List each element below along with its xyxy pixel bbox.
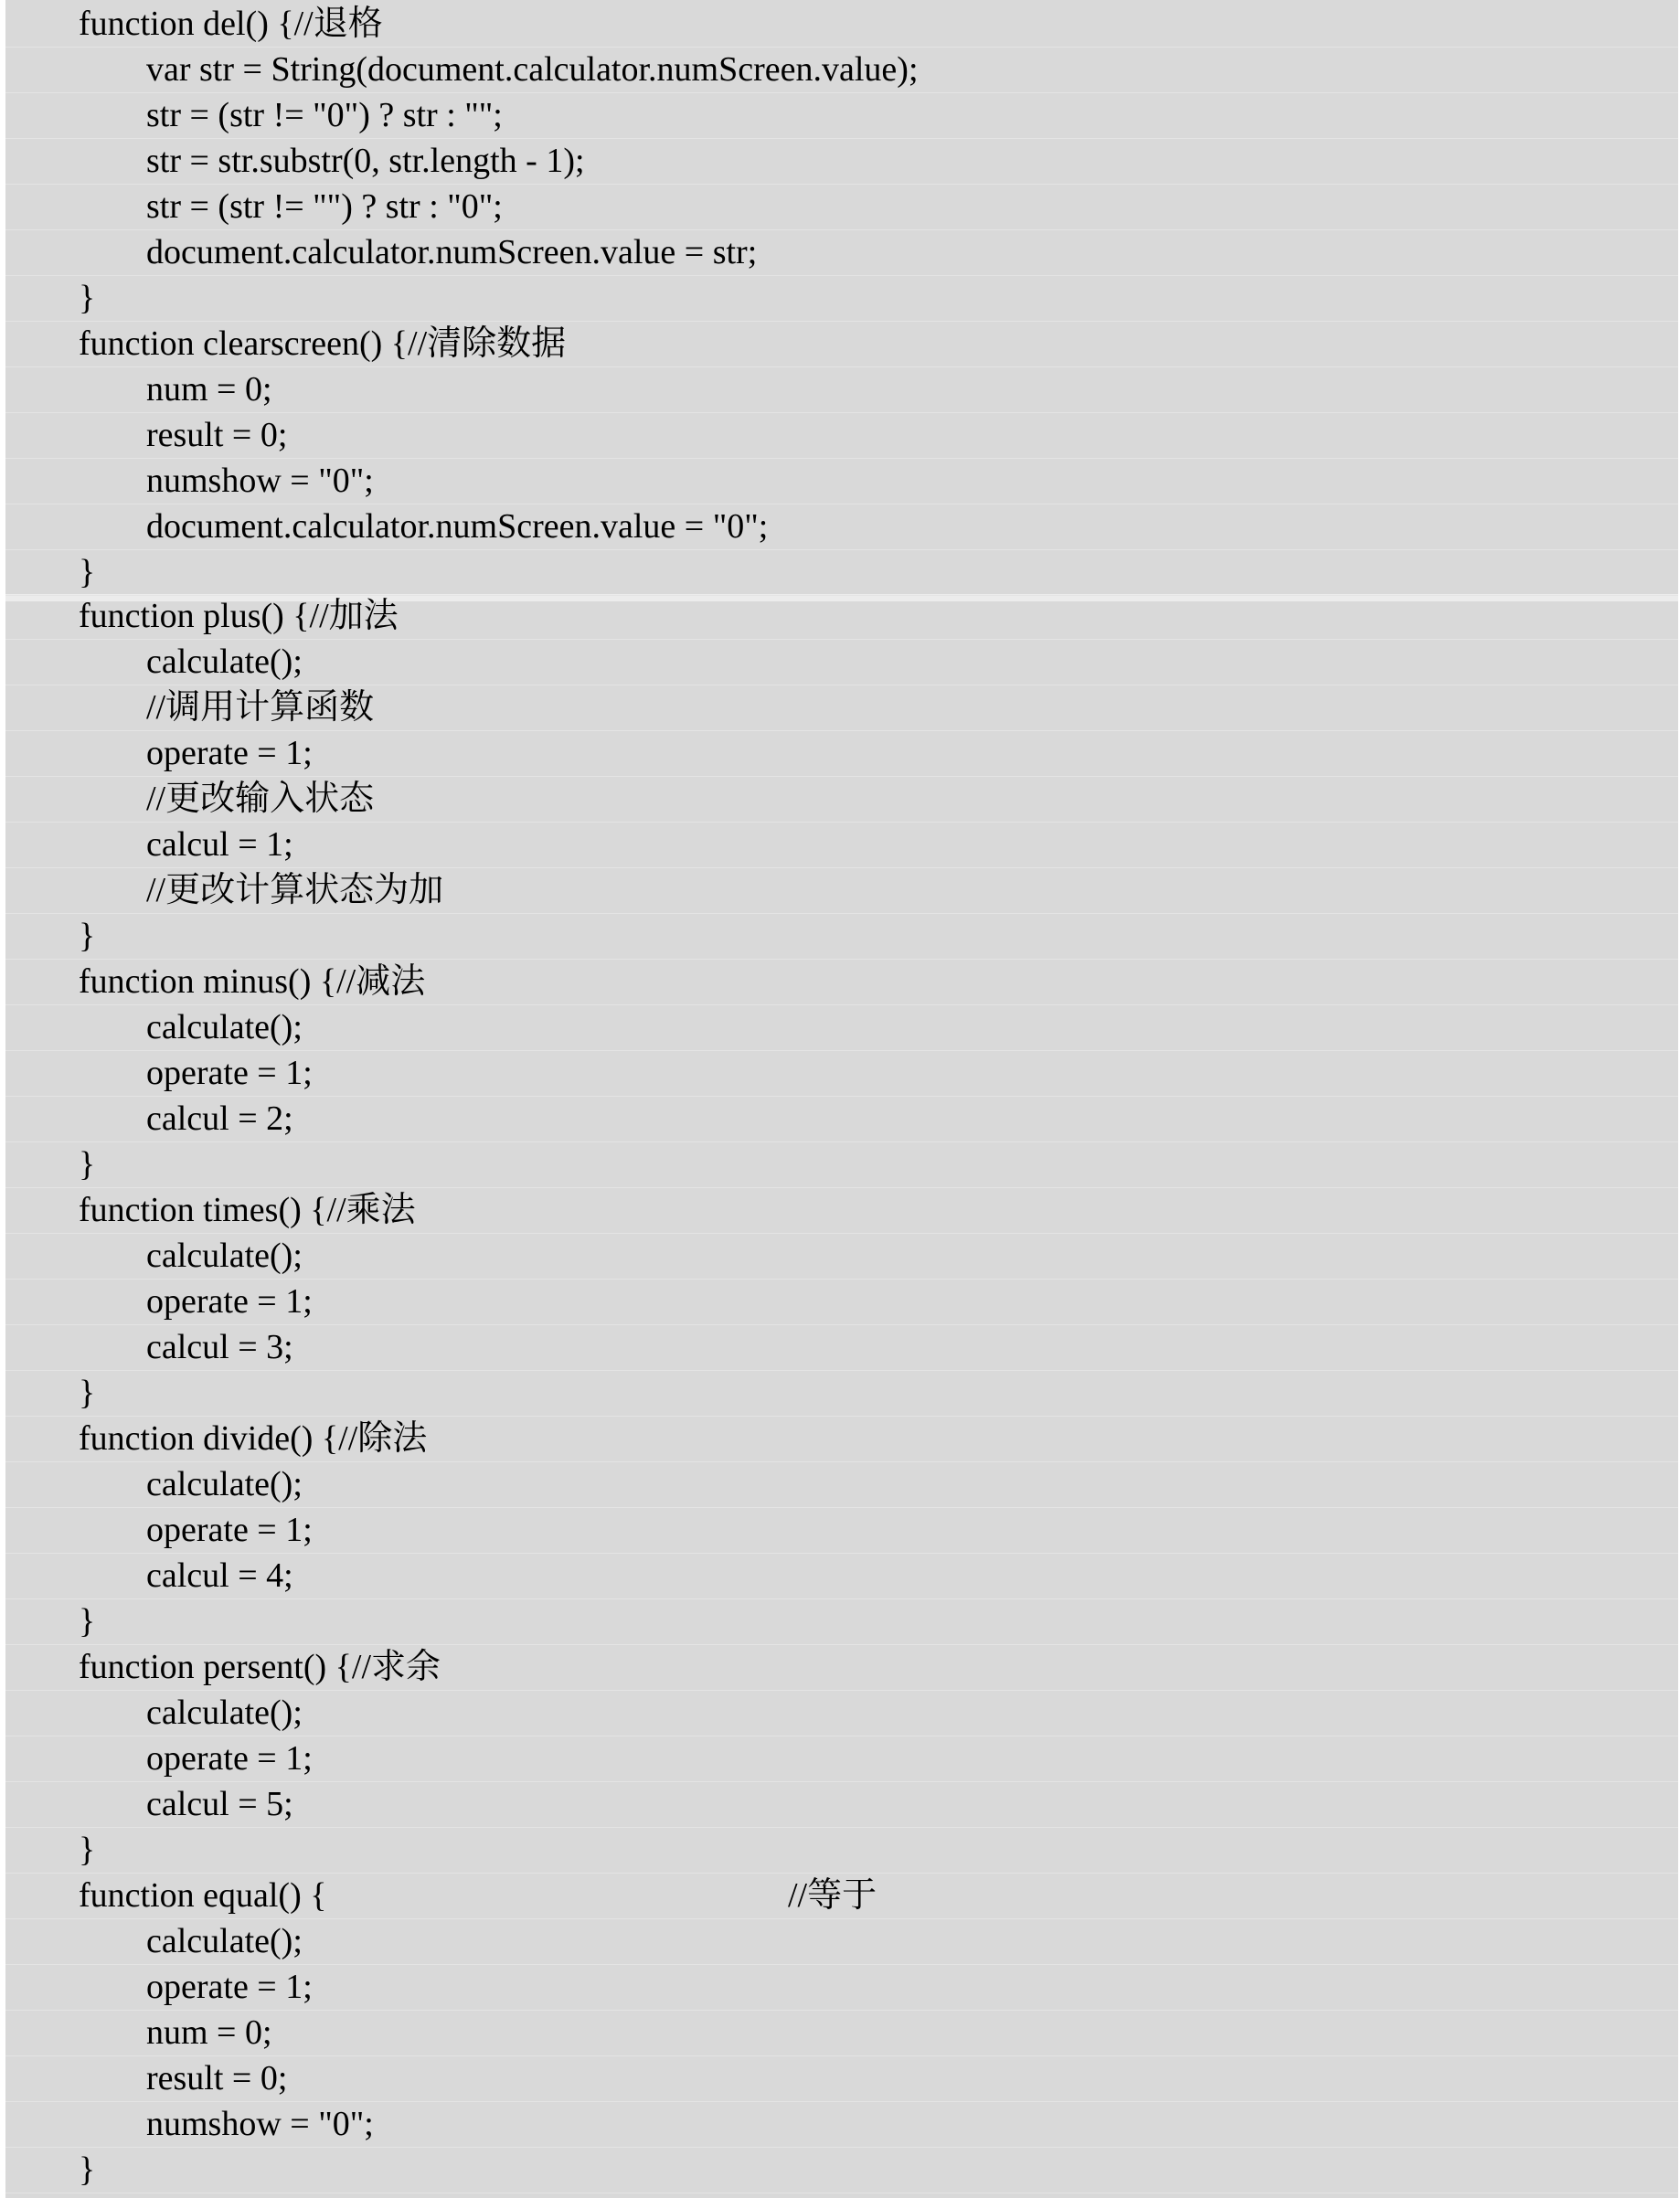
code-text: operate = 1; [146,1282,313,1321]
code-text: calculate(); [146,1694,303,1732]
code-text: calcul = 1; [146,825,293,864]
code-text: calcul = 4; [146,1556,293,1595]
code-text: function plus() {//加法 [79,597,399,635]
code-line [5,550,1678,596]
code-line [5,2011,1678,2056]
code-line [5,1462,1678,1508]
code-text: calculate(); [146,1008,303,1046]
code-text: function del() {//退格 [79,5,383,43]
code-text: //更改计算状态为加 [146,871,444,909]
code-text: var str = String(document.calculator.numScreen.value); [146,50,919,89]
code-text: numshow = "0"; [146,2105,374,2143]
code-line [5,1919,1678,1965]
code-text: function times() {//乘法 [79,1191,416,1229]
code-text: result = 0; [146,416,288,454]
code-text: document.calculator.numScreen.value = str; [146,233,758,271]
code-line [5,1508,1678,1554]
code-text: operate = 1; [146,734,313,772]
code-line [5,731,1678,777]
code-line [5,1645,1678,1691]
code-text: } [79,1831,96,1869]
code-line [5,48,1678,93]
code-line [5,230,1678,276]
code-line [5,459,1678,504]
code-text: function equal() { [79,1876,327,1915]
code-line [5,504,1678,550]
code-comment: //等于 [788,1876,877,1915]
code-line [5,1371,1678,1417]
code-text: operate = 1; [146,1054,313,1092]
code-text: operate = 1; [146,1511,313,1549]
code-line [5,1280,1678,1325]
code-text: } [79,279,96,317]
code-line [5,640,1678,685]
code-line [5,276,1678,322]
code-text: } [79,2150,96,2189]
code-line [5,1417,1678,1462]
code-text: } [79,1145,96,1184]
code-line [5,914,1678,960]
code-line [5,594,1678,640]
code-text: operate = 1; [146,1739,313,1778]
code-line [5,1965,1678,2011]
code-line [5,1188,1678,1234]
code-text: str = (str != "") ? str : "0"; [146,187,503,226]
code-text: num = 0; [146,2013,272,2052]
code-text: } [79,553,96,591]
code-text: function minus() {//减法 [79,962,426,1001]
code-line [5,1051,1678,1097]
code-text: } [79,1602,96,1641]
code-text: function persent() {//求余 [79,1648,441,1686]
code-line [5,413,1678,459]
code-listing [5,0,1678,2198]
code-line [5,685,1678,731]
code-line [5,1599,1678,1645]
code-line [5,1234,1678,1280]
code-line [5,2148,1678,2193]
code-line [5,1736,1678,1782]
code-line [5,1828,1678,1874]
code-line [5,322,1678,367]
code-text: calculate(); [146,1922,303,1960]
code-text: //更改输入状态 [146,780,375,818]
code-text: calculate(); [146,1237,303,1275]
code-text: calcul = 5; [146,1785,293,1823]
code-line [5,1782,1678,1828]
code-line [5,2,1678,48]
code-text: calcul = 2; [146,1099,293,1138]
code-text: } [79,917,96,955]
code-line [5,1097,1678,1142]
code-line [5,1874,1678,1919]
code-text: str = (str != "0") ? str : ""; [146,96,503,134]
code-line [5,868,1678,914]
code-text: numshow = "0"; [146,462,374,500]
code-text: calculate(); [146,642,303,681]
code-line [5,1325,1678,1371]
code-text: num = 0; [146,370,272,409]
code-line [5,1554,1678,1599]
code-text: } [79,1374,96,1412]
code-line [5,367,1678,413]
code-text: calculate(); [146,1465,303,1503]
code-line [5,185,1678,230]
code-line [5,960,1678,1005]
code-line [5,1142,1678,1188]
code-line [5,2102,1678,2148]
code-line [5,2056,1678,2102]
code-line [5,777,1678,823]
code-text: function divide() {//除法 [79,1419,428,1458]
code-line [5,93,1678,139]
code-line [5,1691,1678,1736]
code-text: document.calculator.numScreen.value = "0"; [146,507,769,546]
code-text: function clearscreen() {//清除数据 [79,324,567,363]
code-line [5,823,1678,868]
code-text: result = 0; [146,2059,288,2097]
code-text: //调用计算函数 [146,688,375,727]
code-text: str = str.substr(0, str.length - 1); [146,142,585,180]
code-line [5,139,1678,185]
code-line [5,1005,1678,1051]
code-text: operate = 1; [146,1968,313,2006]
code-text: calcul = 3; [146,1328,293,1366]
